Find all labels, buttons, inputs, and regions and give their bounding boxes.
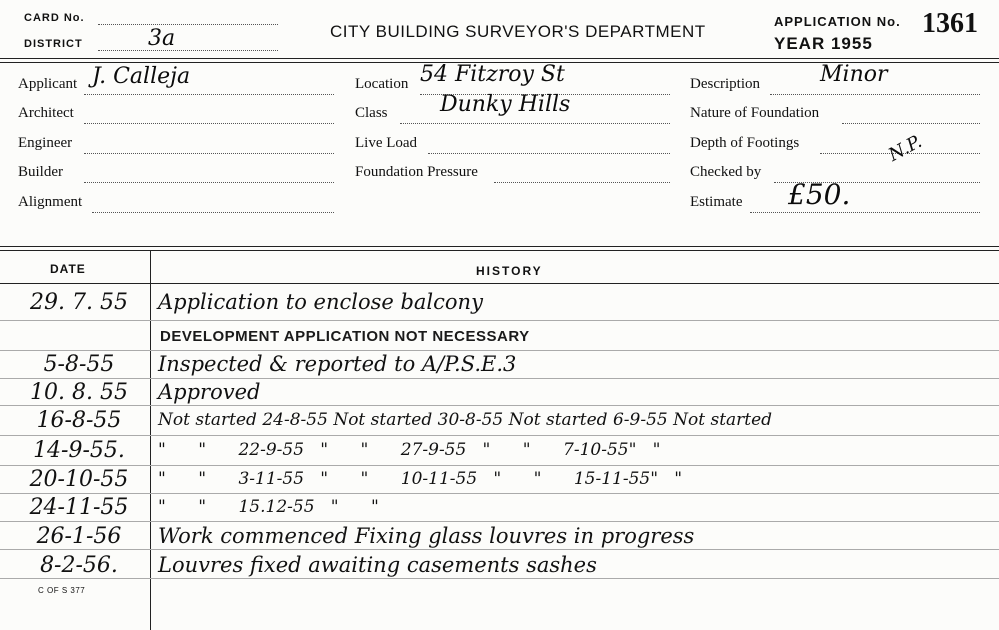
- card-no-line: [98, 24, 278, 25]
- history-date: 8-2-56.: [40, 553, 118, 578]
- engineer-line: [84, 153, 334, 154]
- district-line: [98, 50, 278, 51]
- location-value: 54 Fitzroy St: [420, 62, 565, 87]
- architect-label: Architect: [18, 105, 74, 121]
- architect-line: [84, 123, 334, 124]
- description-line: [770, 94, 980, 95]
- row-rule: [0, 405, 999, 406]
- applicant-label: Applicant: [18, 76, 78, 92]
- history-date: 16-8-55: [36, 408, 122, 433]
- history-date: 5-8-55: [43, 352, 115, 377]
- estimate-value: £50.: [788, 178, 851, 211]
- estimate-line: [750, 212, 980, 213]
- history-date: 26-1-56: [36, 524, 122, 549]
- history-header: HISTORY: [476, 264, 543, 278]
- alignment-line: [92, 212, 334, 213]
- location-label: Location: [355, 76, 409, 92]
- builder-line: [84, 182, 334, 183]
- district-value: 3a: [148, 26, 176, 51]
- history-entry: Application to enclose balcony: [158, 290, 483, 314]
- foundation-pressure-line: [494, 182, 670, 183]
- applicant-value: J. Calleja: [92, 64, 191, 89]
- history-date: 24-11-55: [29, 495, 129, 520]
- live-load-line: [428, 153, 670, 154]
- district-label: DISTRICT: [24, 38, 83, 50]
- checked-by-label: Checked by: [690, 164, 762, 180]
- date-header: DATE: [50, 262, 86, 276]
- history-entry: Approved: [158, 380, 261, 404]
- history-entry: " " 15.12-55 " ": [158, 497, 379, 517]
- header-rule: [0, 58, 999, 59]
- row-rule: [0, 465, 999, 466]
- department-title: CITY BUILDING SURVEYOR'S DEPARTMENT: [330, 22, 706, 41]
- form-code: C OF S 377: [38, 586, 86, 595]
- history-top-rule: [0, 246, 999, 247]
- applicant-line: [84, 94, 334, 95]
- history-entry: " " 22-9-55 " " 27-9-55 " " 7-10-55" ": [158, 440, 661, 460]
- application-no-label: APPLICATION No.: [774, 14, 901, 29]
- row-rule: [0, 320, 999, 321]
- checked-mark: N.P.: [885, 131, 926, 166]
- year-label: YEAR 1955: [774, 34, 873, 53]
- class-value: Dunky Hills: [440, 92, 571, 117]
- history-date: 10. 8. 55: [30, 380, 128, 405]
- live-load-label: Live Load: [355, 135, 418, 151]
- row-rule: [0, 378, 999, 379]
- history-entry: " " 3-11-55 " " 10-11-55 " " 15-11-55" ": [158, 469, 683, 489]
- history-entry: Inspected & reported to A/P.S.E.3: [158, 352, 517, 376]
- nature-of-foundation-line: [842, 123, 980, 124]
- foundation-pressure-label: Foundation Pressure: [355, 164, 478, 180]
- engineer-label: Engineer: [18, 135, 73, 151]
- class-line: [400, 123, 670, 124]
- application-no: 1361: [922, 8, 978, 39]
- history-date: 20-10-55: [29, 467, 129, 492]
- history-date: 29. 7. 55: [30, 290, 128, 315]
- row-rule: [0, 521, 999, 522]
- history-date: 14-9-55.: [33, 438, 125, 463]
- row-rule: [0, 578, 999, 579]
- description-label: Description: [690, 76, 760, 92]
- history-entry: Work commenced Fixing glass louvres in progress: [158, 524, 695, 548]
- development-stamp: DEVELOPMENT APPLICATION NOT NECESSARY: [160, 328, 530, 345]
- description-value: Minor: [820, 62, 888, 87]
- row-rule: [0, 350, 999, 351]
- estimate-label: Estimate: [690, 194, 743, 210]
- history-entry: Not started 24-8-55 Not started 30-8-55 Not started 6-9-55 Not started: [158, 410, 773, 430]
- builder-label: Builder: [18, 164, 63, 180]
- class-label: Class: [355, 105, 388, 121]
- history-entry: Louvres fixed awaiting casements sashes: [158, 553, 597, 577]
- row-rule: [0, 435, 999, 436]
- alignment-label: Alignment: [18, 194, 83, 210]
- card-no-label: CARD No.: [24, 12, 85, 24]
- row-rule: [0, 493, 999, 494]
- nature-of-foundation-label: Nature of Foundation: [690, 105, 820, 121]
- row-rule: [0, 549, 999, 550]
- depth-of-footings-label: Depth of Footings: [690, 135, 800, 151]
